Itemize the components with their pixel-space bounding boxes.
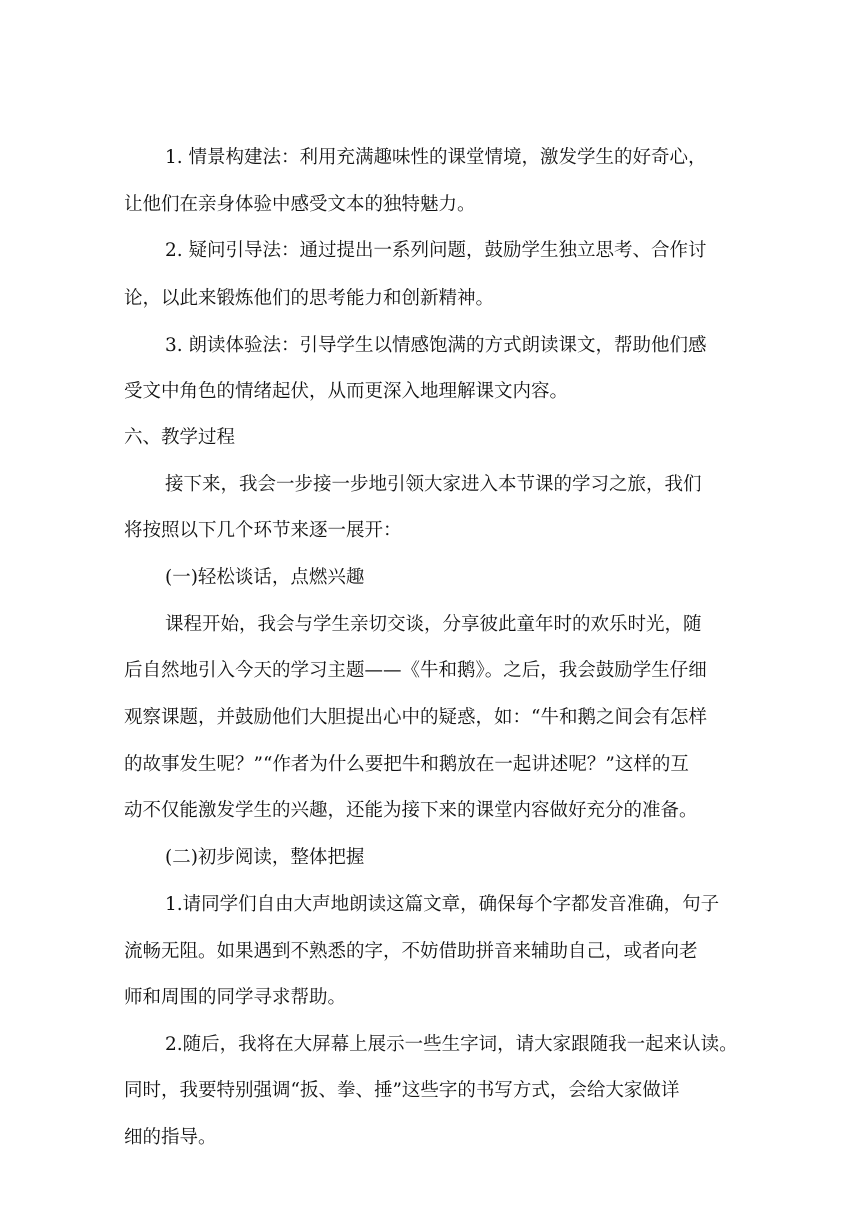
paragraph-line: 2.随后，我将在大屏幕上展示一些生字词，请大家跟随我一起来认读。: [165, 1034, 738, 1055]
paragraph-line: 接下来，我会一步接一步地引领大家进入本节课的学习之旅，我们: [165, 474, 702, 495]
paragraph-line: 动不仅能激发学生的兴趣，还能为接下来的课堂内容做好充分的准备。: [124, 800, 698, 821]
paragraph-line: 3. 朗读体验法：引导学生以情感饱满的方式朗读课文，帮助他们感: [165, 335, 707, 356]
paragraph-line: 后自然地引入今天的学习主题——《牛和鹅》。之后，我会鼓励学生仔细: [124, 660, 707, 681]
paragraph-line: 受文中角色的情绪起伏，从而更深入地理解课文内容。: [124, 381, 569, 402]
paragraph-line: 1.请同学们自由大声地朗读这篇文章，确保每个字都发音准确，句子: [165, 894, 720, 915]
paragraph-line: 将按照以下几个环节来逐一展开：: [124, 520, 402, 541]
paragraph-line: 1. 情景构建法：利用充满趣味性的课堂情境，激发学生的好奇心，: [165, 147, 707, 168]
paragraph-line: 让他们在亲身体验中感受文本的独特魅力。: [124, 194, 476, 215]
paragraph-line: 细的指导。: [124, 1127, 217, 1148]
paragraph-line: 流畅无阻。如果遇到不熟悉的字，不妨借助拼音来辅助自己，或者向老: [124, 941, 698, 962]
paragraph-line: 同时，我要特别强调“扳、拳、捶”这些字的书写方式，会给大家做详: [124, 1080, 680, 1101]
paragraph-line: 2. 疑问引导法：通过提出一系列问题，鼓励学生独立思考、合作讨: [165, 240, 707, 261]
subsection-heading: (二)初步阅读，整体把握: [165, 847, 365, 868]
paragraph-line: 论，以此来锻炼他们的思考能力和创新精神。: [124, 288, 495, 309]
subsection-heading: (一)轻松谈话，点燃兴趣: [165, 567, 365, 588]
paragraph-line: 师和周围的同学寻求帮助。: [124, 987, 347, 1008]
section-heading: 六、教学过程: [124, 427, 236, 448]
paragraph-line: 的故事发生呢？”“作者为什么要把牛和鹅放在一起讲述呢？”这样的互: [124, 754, 689, 775]
paragraph-line: 课程开始，我会与学生亲切交谈，分享彼此童年时的欢乐时光，随: [165, 614, 702, 635]
paragraph-line: 观察课题，并鼓励他们大胆提出心中的疑惑，如：“牛和鹅之间会有怎样: [124, 707, 707, 728]
